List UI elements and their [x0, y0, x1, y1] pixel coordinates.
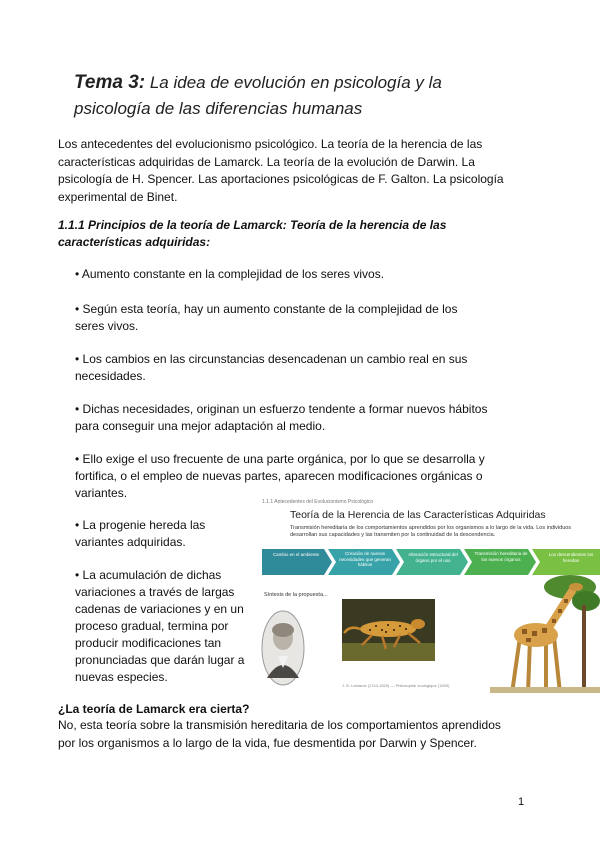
answer-paragraph: No, esta teoría sobre la transmisión hereditaria de los comportamientos aprendidos por los organismos a lo largo de la vida, fue desmentida por Darwin y Spencer.	[58, 718, 501, 750]
process-chevrons	[262, 547, 600, 577]
document-title	[74, 70, 494, 122]
chevron-label-4: Transmisión hereditaria de los nuevos órganos	[474, 551, 528, 562]
bullet-item: • La acumulación de dichas variaciones a través de largas cadenas de variaciones y en un proceso gradual, termina por producir modificaciones tan pronunciadas que darán lugar a nuevas especies.	[75, 568, 245, 684]
lamarck-figure	[256, 495, 600, 695]
bullet-item: • Dichas necesidades, originan un esfuerzo tendente a formar nuevos hábitos para conseguir una mejor adaptación al medio.	[75, 402, 488, 433]
cheetah-image	[342, 599, 435, 661]
title-text: La idea de evolución en psicología y la psicología de las diferencias humanas	[74, 73, 442, 118]
figure-credit: J. B. Lamarck (1744-1829) — Philosophie zoologique (1809)	[342, 683, 450, 688]
figure-description: Transmisión hereditaria de los comportamientos aprendidos por los organismos a lo largo de la vida. Los individuos desarrollan sus capacidades y las transmiten por la continuidad de la descendencia.	[290, 525, 572, 538]
intro-paragraph: Los antecedentes del evolucionismo psicológico. La teoría de la herencia de las características adquiridas de Lamarck. La teoría de la evolución de Darwin. La psicología de H. Spencer. Las aportaciones psicológicas de F. Galton. La psicología experimental de Binet.	[58, 137, 504, 204]
question-heading: ¿La teoría de Lamarck era cierta?	[58, 702, 250, 716]
lamarck-portrait-image	[261, 606, 305, 686]
figure-caption: 1.1.1 Antecedentes del Evolucionismo Psicológico	[262, 499, 374, 505]
bullet-item: • Los cambios en las circunstancias desencadenan un cambio real en sus necesidades.	[75, 352, 468, 383]
page-number: 1	[518, 796, 525, 808]
bullet-item: • Ello exige el uso frecuente de una parte orgánica, por lo que se desarrolla y fortifica, o el empleo de nuevas partes, aparecen modificaciones orgánicas o variantes.	[75, 452, 485, 500]
figure-sintesis: Síntesis de la propuesta...	[264, 592, 328, 598]
chevron-label-1: Cambio en el ambiente	[272, 552, 320, 557]
chevron-label-5: Los descendientes los heredan	[548, 552, 594, 563]
section-heading: 1.1.1 Principios de la teoría de Lamarck: Teoría de la herencia de las características adquiridas:	[58, 218, 447, 249]
title-tema: Tema 3:	[74, 72, 146, 93]
bullet-item: • La progenie hereda las variantes adquiridas.	[75, 518, 206, 549]
bullet-item: • Aumento constante en la complejidad de los seres vivos.	[75, 267, 385, 281]
giraffe-image	[490, 575, 600, 693]
bullet-item: • Según esta teoría, hay un aumento constante de la complejidad de los seres vivos.	[75, 302, 458, 333]
chevron-label-3: Alteración estructural del órgano por el uso	[408, 552, 458, 563]
figure-title: Teoría de la Herencia de las Características Adquiridas	[290, 509, 546, 521]
chevron-label-2: Creación de nuevas necesidades que generan hábitos	[339, 551, 391, 567]
